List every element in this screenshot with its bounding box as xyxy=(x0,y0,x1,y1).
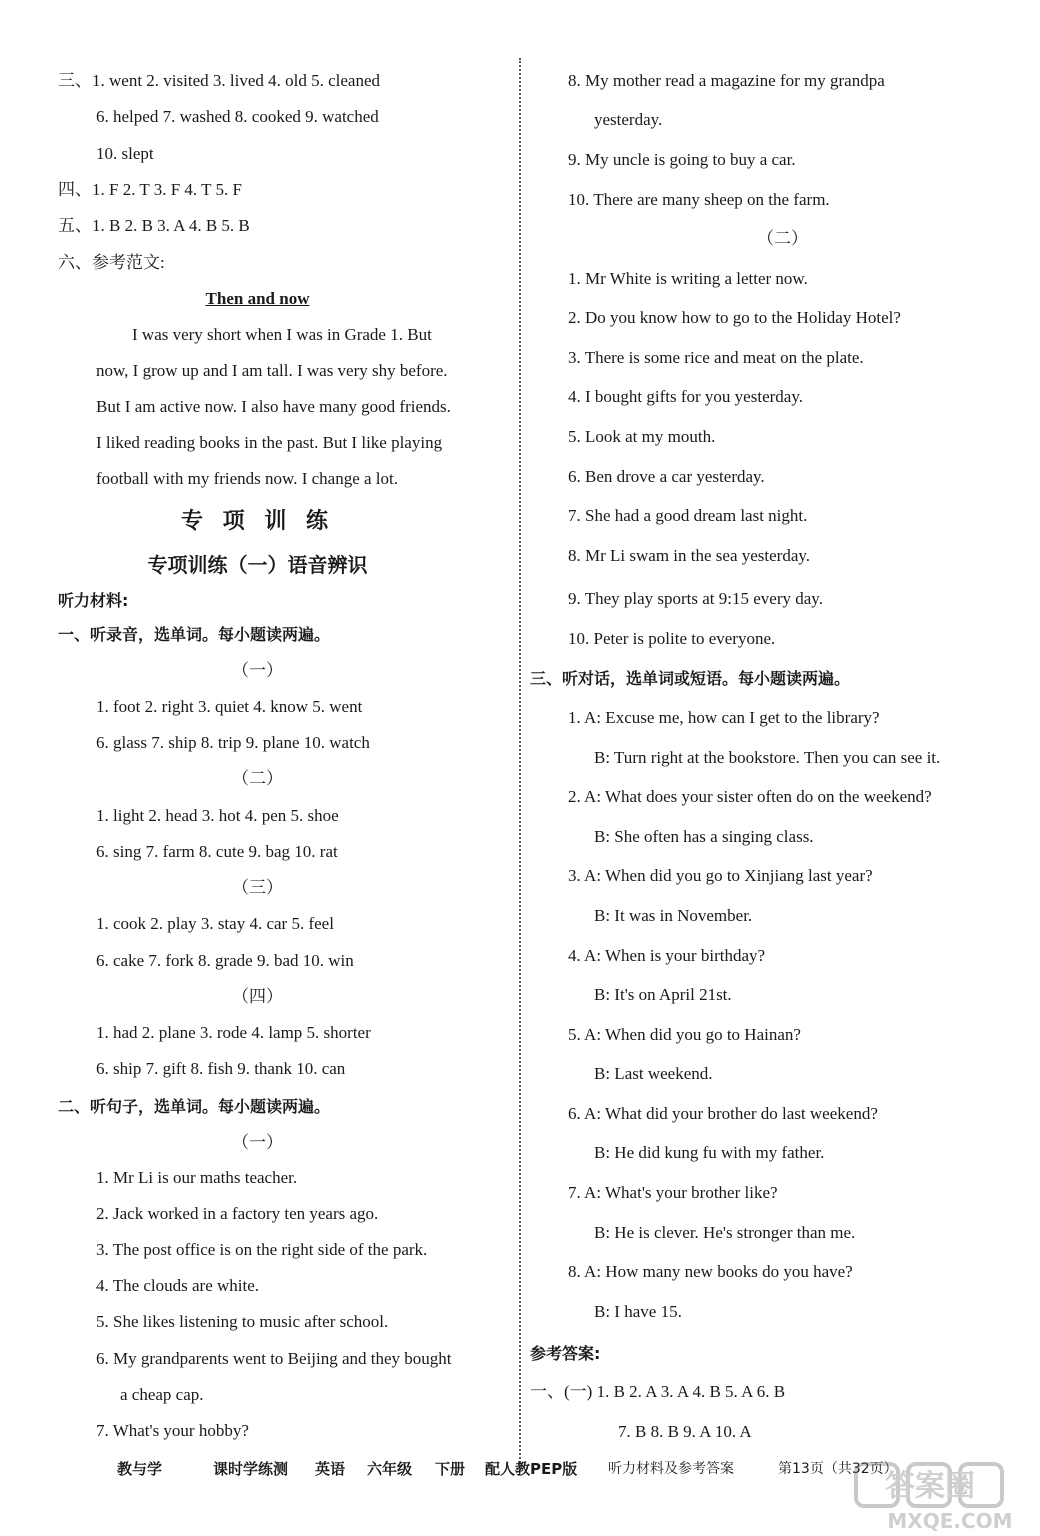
sentence-line: 1. Mr White is writing a letter now. xyxy=(568,269,808,288)
answer-line: 7. B 8. B 9. A 10. A xyxy=(618,1422,752,1441)
word-list-line: 1. foot 2. right 3. quiet 4. know 5. went xyxy=(96,697,363,716)
footer-publisher: 教与学 xyxy=(117,1460,163,1478)
sentence-line: a cheap cap. xyxy=(120,1385,204,1404)
question-heading: 二、听句子，选单词。每小题读两遍。 xyxy=(58,1097,331,1116)
sentence-line: 5. Look at my mouth. xyxy=(568,427,716,446)
label-reference-answers: 参考答案: xyxy=(530,1344,601,1363)
footer-grade: 六年级 xyxy=(367,1460,413,1478)
essay-line: But I am active now. I also have many good friends. xyxy=(96,397,451,416)
footer-page-number: 第13页（共32页） xyxy=(778,1461,898,1477)
sentence-line: 3. The post office is on the right side of the park. xyxy=(96,1240,428,1259)
sentence-line: 2. Do you know how to go to the Holiday Hotel? xyxy=(568,308,901,327)
answer-line: 10. slept xyxy=(96,144,154,163)
word-list-line: 1. light 2. head 3. hot 4. pen 5. shoe xyxy=(96,806,339,825)
group-label: （一） xyxy=(232,1133,283,1152)
section-label: 六、参考范文: xyxy=(58,253,165,272)
watermark-text: 答案圈 xyxy=(885,1469,975,1504)
essay-title: Then and now xyxy=(205,289,310,308)
dialogue-line: 5. A: When did you go to Hainan? xyxy=(568,1025,801,1044)
sentence-line: 4. The clouds are white. xyxy=(96,1276,260,1295)
sentence-line: 10. There are many sheep on the farm. xyxy=(568,190,830,209)
dialogue-line: B: It was in November. xyxy=(594,906,753,925)
dialogue-line: B: He did kung fu with my father. xyxy=(594,1143,825,1162)
dialogue-line: B: He is clever. He's stronger than me. xyxy=(594,1223,856,1242)
group-label: （三） xyxy=(232,878,283,897)
answer-line: 6. helped 7. washed 8. cooked 9. watched xyxy=(96,107,379,126)
sentence-line: 4. I bought gifts for you yesterday. xyxy=(568,387,803,406)
answer-line: 三、1. went 2. visited 3. lived 4. old 5. cleaned xyxy=(58,71,380,90)
sentence-line: 3. There is some rice and meat on the plate. xyxy=(568,348,864,367)
essay-line: now, I grow up and I am tall. I was very shy before. xyxy=(96,361,448,380)
dialogue-line: 6. A: What did your brother do last weekend? xyxy=(568,1104,878,1123)
word-list-line: 1. had 2. plane 3. rode 4. lamp 5. shorter xyxy=(96,1023,371,1042)
footer-section: 听力材料及参考答案 xyxy=(608,1461,734,1477)
answer-line: 五、1. B 2. B 3. A 4. B 5. B xyxy=(58,216,250,235)
dialogue-line: 3. A: When did you go to Xinjiang last year? xyxy=(568,866,873,885)
word-list-line: 6. ship 7. gift 8. fish 9. thank 10. can xyxy=(96,1059,346,1078)
dialogue-line: 2. A: What does your sister often do on the weekend? xyxy=(568,787,932,806)
sentence-line: 8. Mr Li swam in the sea yesterday. xyxy=(568,546,811,565)
section-heading: 专 项 训 练 xyxy=(181,509,334,534)
word-list-line: 6. cake 7. fork 8. grade 9. bad 10. win xyxy=(96,951,354,970)
group-label: （二） xyxy=(757,229,808,248)
dialogue-line: B: Last weekend. xyxy=(594,1064,713,1083)
sentence-line: 5. She likes listening to music after school. xyxy=(96,1312,389,1331)
dialogue-line: B: Turn right at the bookstore. Then you can see it. xyxy=(594,748,941,767)
essay-line: I was very short when I was in Grade 1. But xyxy=(132,325,432,344)
word-list-line: 1. cook 2. play 3. stay 4. car 5. feel xyxy=(96,914,334,933)
group-label: （一） xyxy=(232,661,283,680)
question-heading: 三、听对话，选单词或短语。每小题读两遍。 xyxy=(530,669,851,688)
sentence-line: yesterday. xyxy=(594,110,663,129)
sentence-line: 9. My uncle is going to buy a car. xyxy=(568,150,796,169)
sentence-line: 8. My mother read a magazine for my grandpa xyxy=(568,71,885,90)
essay-line: football with my friends now. I change a lot. xyxy=(96,469,398,488)
dialogue-line: 4. A: When is your birthday? xyxy=(568,946,766,965)
dialogue-line: 1. A: Excuse me, how can I get to the library? xyxy=(568,708,880,727)
subsection-heading: 专项训练（一）语音辨识 xyxy=(147,553,368,577)
dialogue-line: B: She often has a singing class. xyxy=(594,827,814,846)
dialogue-line: 7. A: What's your brother like? xyxy=(568,1183,778,1202)
answer-line: 四、1. F 2. T 3. F 4. T 5. F xyxy=(58,180,242,199)
sentence-line: 2. Jack worked in a factory ten years ago. xyxy=(96,1204,379,1223)
watermark-logo-icon xyxy=(850,1460,1035,1532)
dialogue-line: B: It's on April 21st. xyxy=(594,985,732,1004)
sentence-line: 7. She had a good dream last night. xyxy=(568,506,808,525)
column-divider xyxy=(519,58,521,1463)
sentence-line: 9. They play sports at 9:15 every day. xyxy=(568,589,823,608)
footer-subject: 英语 xyxy=(315,1460,346,1478)
dialogue-line: B: I have 15. xyxy=(594,1302,682,1321)
dialogue-line: 8. A: How many new books do you have? xyxy=(568,1262,853,1281)
footer-volume: 下册 xyxy=(435,1460,466,1478)
word-list-line: 6. sing 7. farm 8. cute 9. bag 10. rat xyxy=(96,842,338,861)
sentence-line: 6. My grandparents went to Beijing and they bought xyxy=(96,1349,452,1368)
watermark-url: MXQE.COM xyxy=(887,1509,1013,1532)
sentence-line: 10. Peter is polite to everyone. xyxy=(568,629,776,648)
sentence-line: 6. Ben drove a car yesterday. xyxy=(568,467,765,486)
footer-edition: 配人教PEP版 xyxy=(485,1460,578,1478)
sentence-line: 7. What's your hobby? xyxy=(96,1421,249,1440)
essay-line: I liked reading books in the past. But I like playing xyxy=(96,433,443,452)
answer-line: 一、(一) 1. B 2. A 3. A 4. B 5. A 6. B xyxy=(530,1382,786,1401)
footer-series: 课时学练测 xyxy=(213,1460,289,1478)
group-label: （四） xyxy=(232,987,283,1006)
word-list-line: 6. glass 7. ship 8. trip 9. plane 10. watch xyxy=(96,733,370,752)
question-heading: 一、听录音，选单词。每小题读两遍。 xyxy=(58,625,331,644)
sentence-line: 1. Mr Li is our maths teacher. xyxy=(96,1168,298,1187)
label-listening-material: 听力材料: xyxy=(58,591,129,610)
group-label: （二） xyxy=(232,769,283,788)
